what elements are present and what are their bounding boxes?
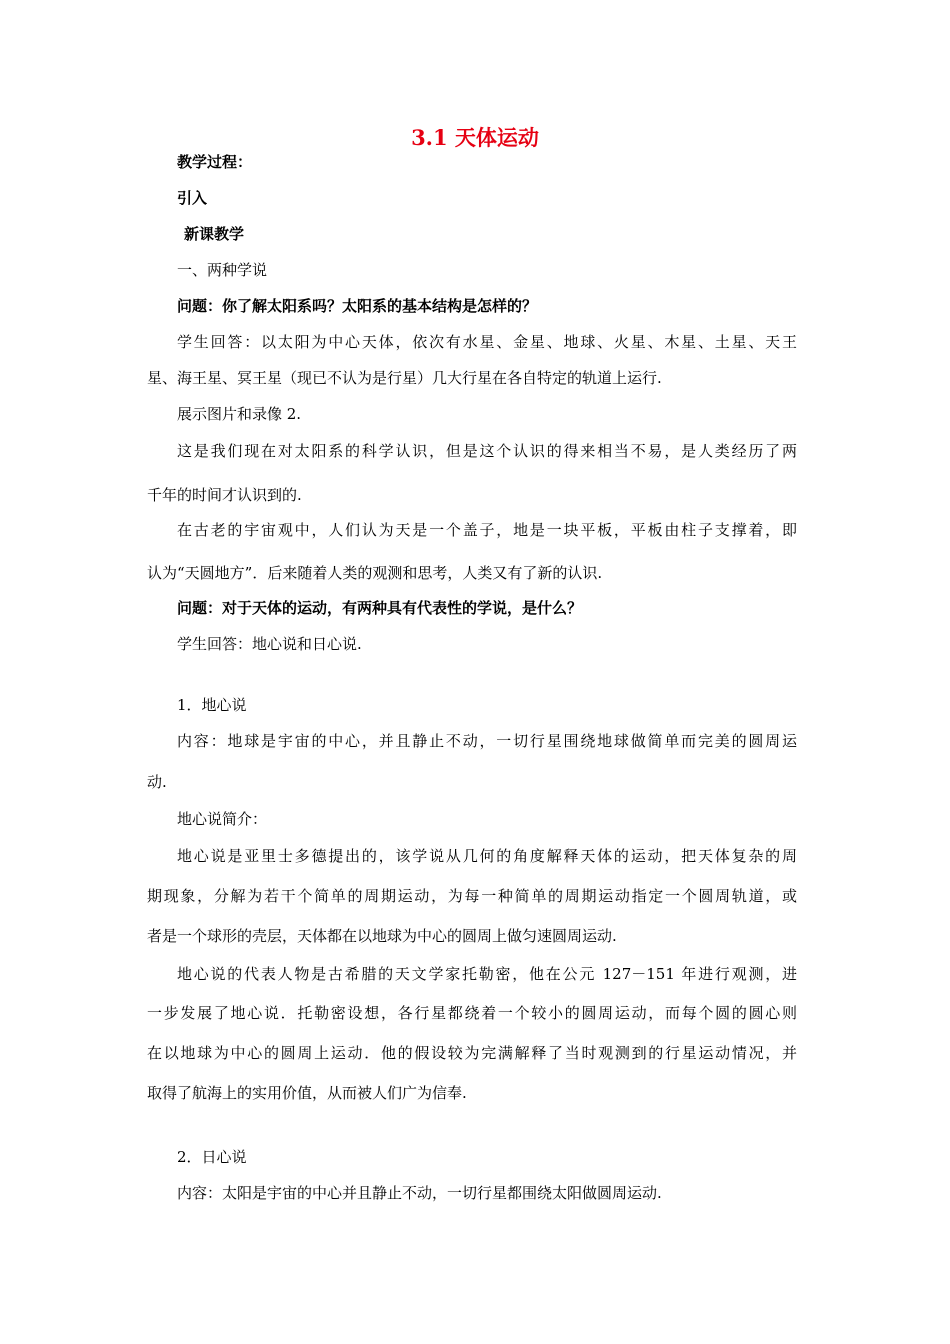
paragraph-line: 内容：地球是宇宙的中心，并且静止不动，一切行星围绕地球做简单而完美的圆周运: [177, 732, 797, 750]
question-text: 问题：你了解太阳系吗？太阳系的基本结构是怎样的？: [177, 297, 538, 315]
paragraph-line: 学生回答：地心说和日心说.: [177, 635, 362, 653]
paragraph-line: 动.: [147, 773, 167, 791]
question-text: 问题：对于天体的运动，有两种具有代表性的学说，是什么？: [177, 599, 583, 617]
paragraph-line: 一步发展了地心说．托勒密设想，各行星都绕着一个较小的圆周运动，而每个圆的圆心则: [147, 1004, 797, 1022]
paragraph-line: 在古老的宇宙观中，人们认为天是一个盖子，地是一块平板，平板由柱子支撑着，即: [177, 521, 797, 539]
paragraph-line: 地心说是亚里士多德提出的，该学说从几何的角度解释天体的运动，把天体复杂的周: [177, 847, 797, 865]
paragraph-line: 取得了航海上的实用价值，从而被人们广为信奉.: [147, 1084, 467, 1102]
paragraph-line: 地心说的代表人物是古希腊的天文学家托勒密，他在公元 127－151 年进行观测，进: [177, 965, 797, 983]
paragraph-line: 地心说简介：: [177, 810, 268, 828]
section-heading-new-lesson: 新课教学: [184, 225, 245, 243]
paragraph-line: 这是我们现在对太阳系的科学认识，但是这个认识的得来相当不易，是人类经历了两: [177, 442, 797, 460]
paragraph-line: 期现象，分解为若干个简单的周期运动，为每一种简单的周期运动指定一个圆周轨道，或: [147, 887, 797, 905]
section-heading-teaching-process: 教学过程：: [177, 153, 253, 171]
page-title: 3.1 天体运动: [411, 125, 539, 150]
paragraph-line: 星、海王星、冥王星（现已不认为是行星）几大行星在各自特定的轨道上运行.: [147, 369, 662, 387]
paragraph-line: 展示图片和录像 2.: [177, 405, 302, 423]
subsection-heading-two-theories: 一、两种学说: [177, 261, 268, 279]
paragraph-line: 千年的时间才认识到的.: [147, 486, 302, 504]
paragraph-line: 内容：太阳是宇宙的中心并且静止不动，一切行星都围绕太阳做圆周运动.: [177, 1184, 662, 1202]
subsection-heading-geocentric: 1．地心说: [177, 696, 247, 714]
paragraph-line: 认为“天圆地方”．后来随着人类的观测和思考，人类又有了新的认识.: [147, 564, 603, 582]
subsection-heading-heliocentric: 2．日心说: [177, 1148, 247, 1166]
paragraph-line: 在以地球为中心的圆周上运动．他的假设较为完满解释了当时观测到的行星运动情况，并: [147, 1044, 797, 1062]
paragraph-line: 者是一个球形的壳层，天体都在以地球为中心的圆周上做匀速圆周运动.: [147, 927, 617, 945]
paragraph-line: 学生回答：以太阳为中心天体，依次有水星、金星、地球、火星、木星、土星、天王: [177, 333, 797, 351]
section-heading-introduction: 引入: [177, 189, 208, 207]
